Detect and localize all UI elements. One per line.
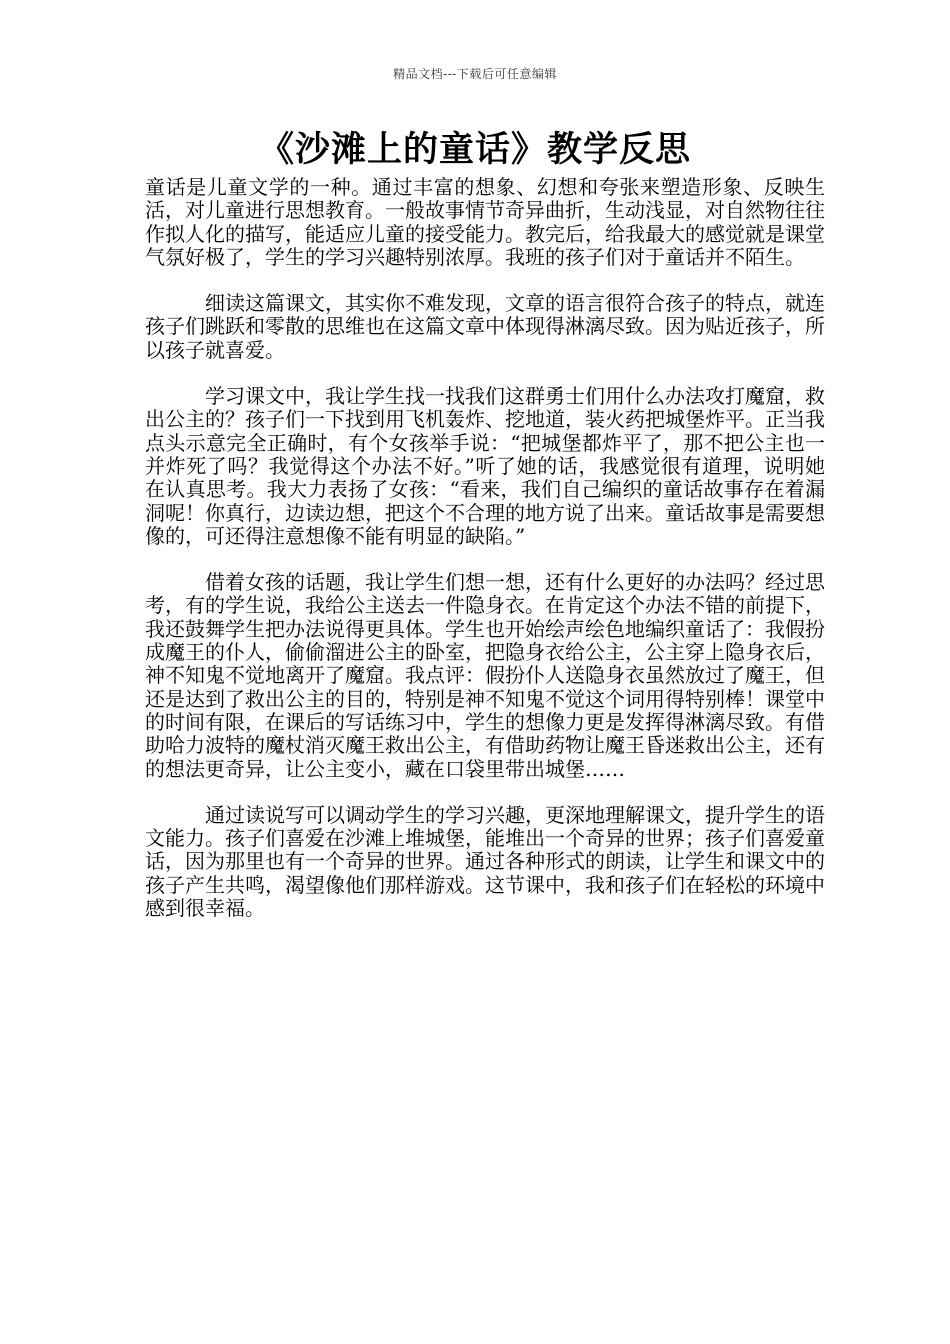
document-title: 《沙滩上的童话》教学反思 [258,130,691,170]
page-header: 精品文档---下载后可任意编辑 [393,67,557,81]
paragraph-close-reading: 细读这篇课文，其实你不难发现，文章的语言很符合孩子的特点，就连孩子们跳跃和零散的思维也在这篇文章中体现得淋漓尽致。因为贴近孩子，所以孩子就喜爱。 [145,291,825,362]
paragraph-intro: 童话是儿童文学的一种。通过丰富的想象、幻想和夸张来塑造形象、反映生活，对儿童进行思想教育。一般故事情节奇异曲折，生动浅显，对自然物往往作拟人化的描写，能适应儿童的接受能力。教完后，给我最大的感觉就是课堂气氛好极了，学生的学习兴趣特别浓厚。我班的孩子们对于童话并不陌生。 [145,175,825,269]
paragraph-better-solution: 借着女孩的话题，我让学生们想一想，还有什么更好的办法吗？经过思考，有的学生说，我给公主送去一件隐身衣。在肯定这个办法不错的前提下，我还鼓舞学生把办法说得更具体。学生也开始绘声绘色地编织童话了：我假扮成魔王的仆人，偷偷溜进公主的卧室，把隐身衣给公主，公主穿上隐身衣后，神不知鬼不觉地离开了魔窟。我点评：假扮仆人送隐身衣虽然放过了魔王，但还是达到了救出公主的目的，特别是神不知鬼不觉这个词用得特别棒！课堂中的时间有限，在课后的写话练习中，学生的想像力更是发挥得淋漓尽致。有借助哈力波特的魔杖消灭魔王救出公主，有借助药物让魔王昏迷救出公主，还有的想法更奇异，让公主变小，藏在口袋里带出城堡…… [145,570,825,781]
document-body [145,176,825,920]
paragraph-conclusion: 通过读说写可以调动学生的学习兴趣，更深地理解课文，提升学生的语文能力。孩子们喜爱在沙滩上堆城堡，能堆出一个奇异的世界；孩子们喜爱童话，因为那里也有一个奇异的世界。通过各种形式的朗读，让学生和课文中的孩子产生共鸣，渴望像他们那样游戏。这节课中，我和孩子们在轻松的环境中感到很幸福。 [145,802,825,921]
paragraph-lesson-discussion: 学习课文中，我让学生找一找我们这群勇士们用什么办法攻打魔窟，救出公主的？孩子们一下找到用飞机轰炸、挖地道，装火药把城堡炸平。正当我点头示意完全正确时，有个女孩举手说：“把城堡都炸平了，那不把公主也一并炸死了吗？我觉得这个办法不好。”听了她的话，我感觉很有道理，说明她在认真思考。我大力表扬了女孩：“看来，我们自己编织的童话故事存在着漏洞呢！你真行，边读边想，把这个不合理的地方说了出来。童话故事是需要想像的，可还得注意想像不能有明显的缺陷。” [145,384,825,548]
